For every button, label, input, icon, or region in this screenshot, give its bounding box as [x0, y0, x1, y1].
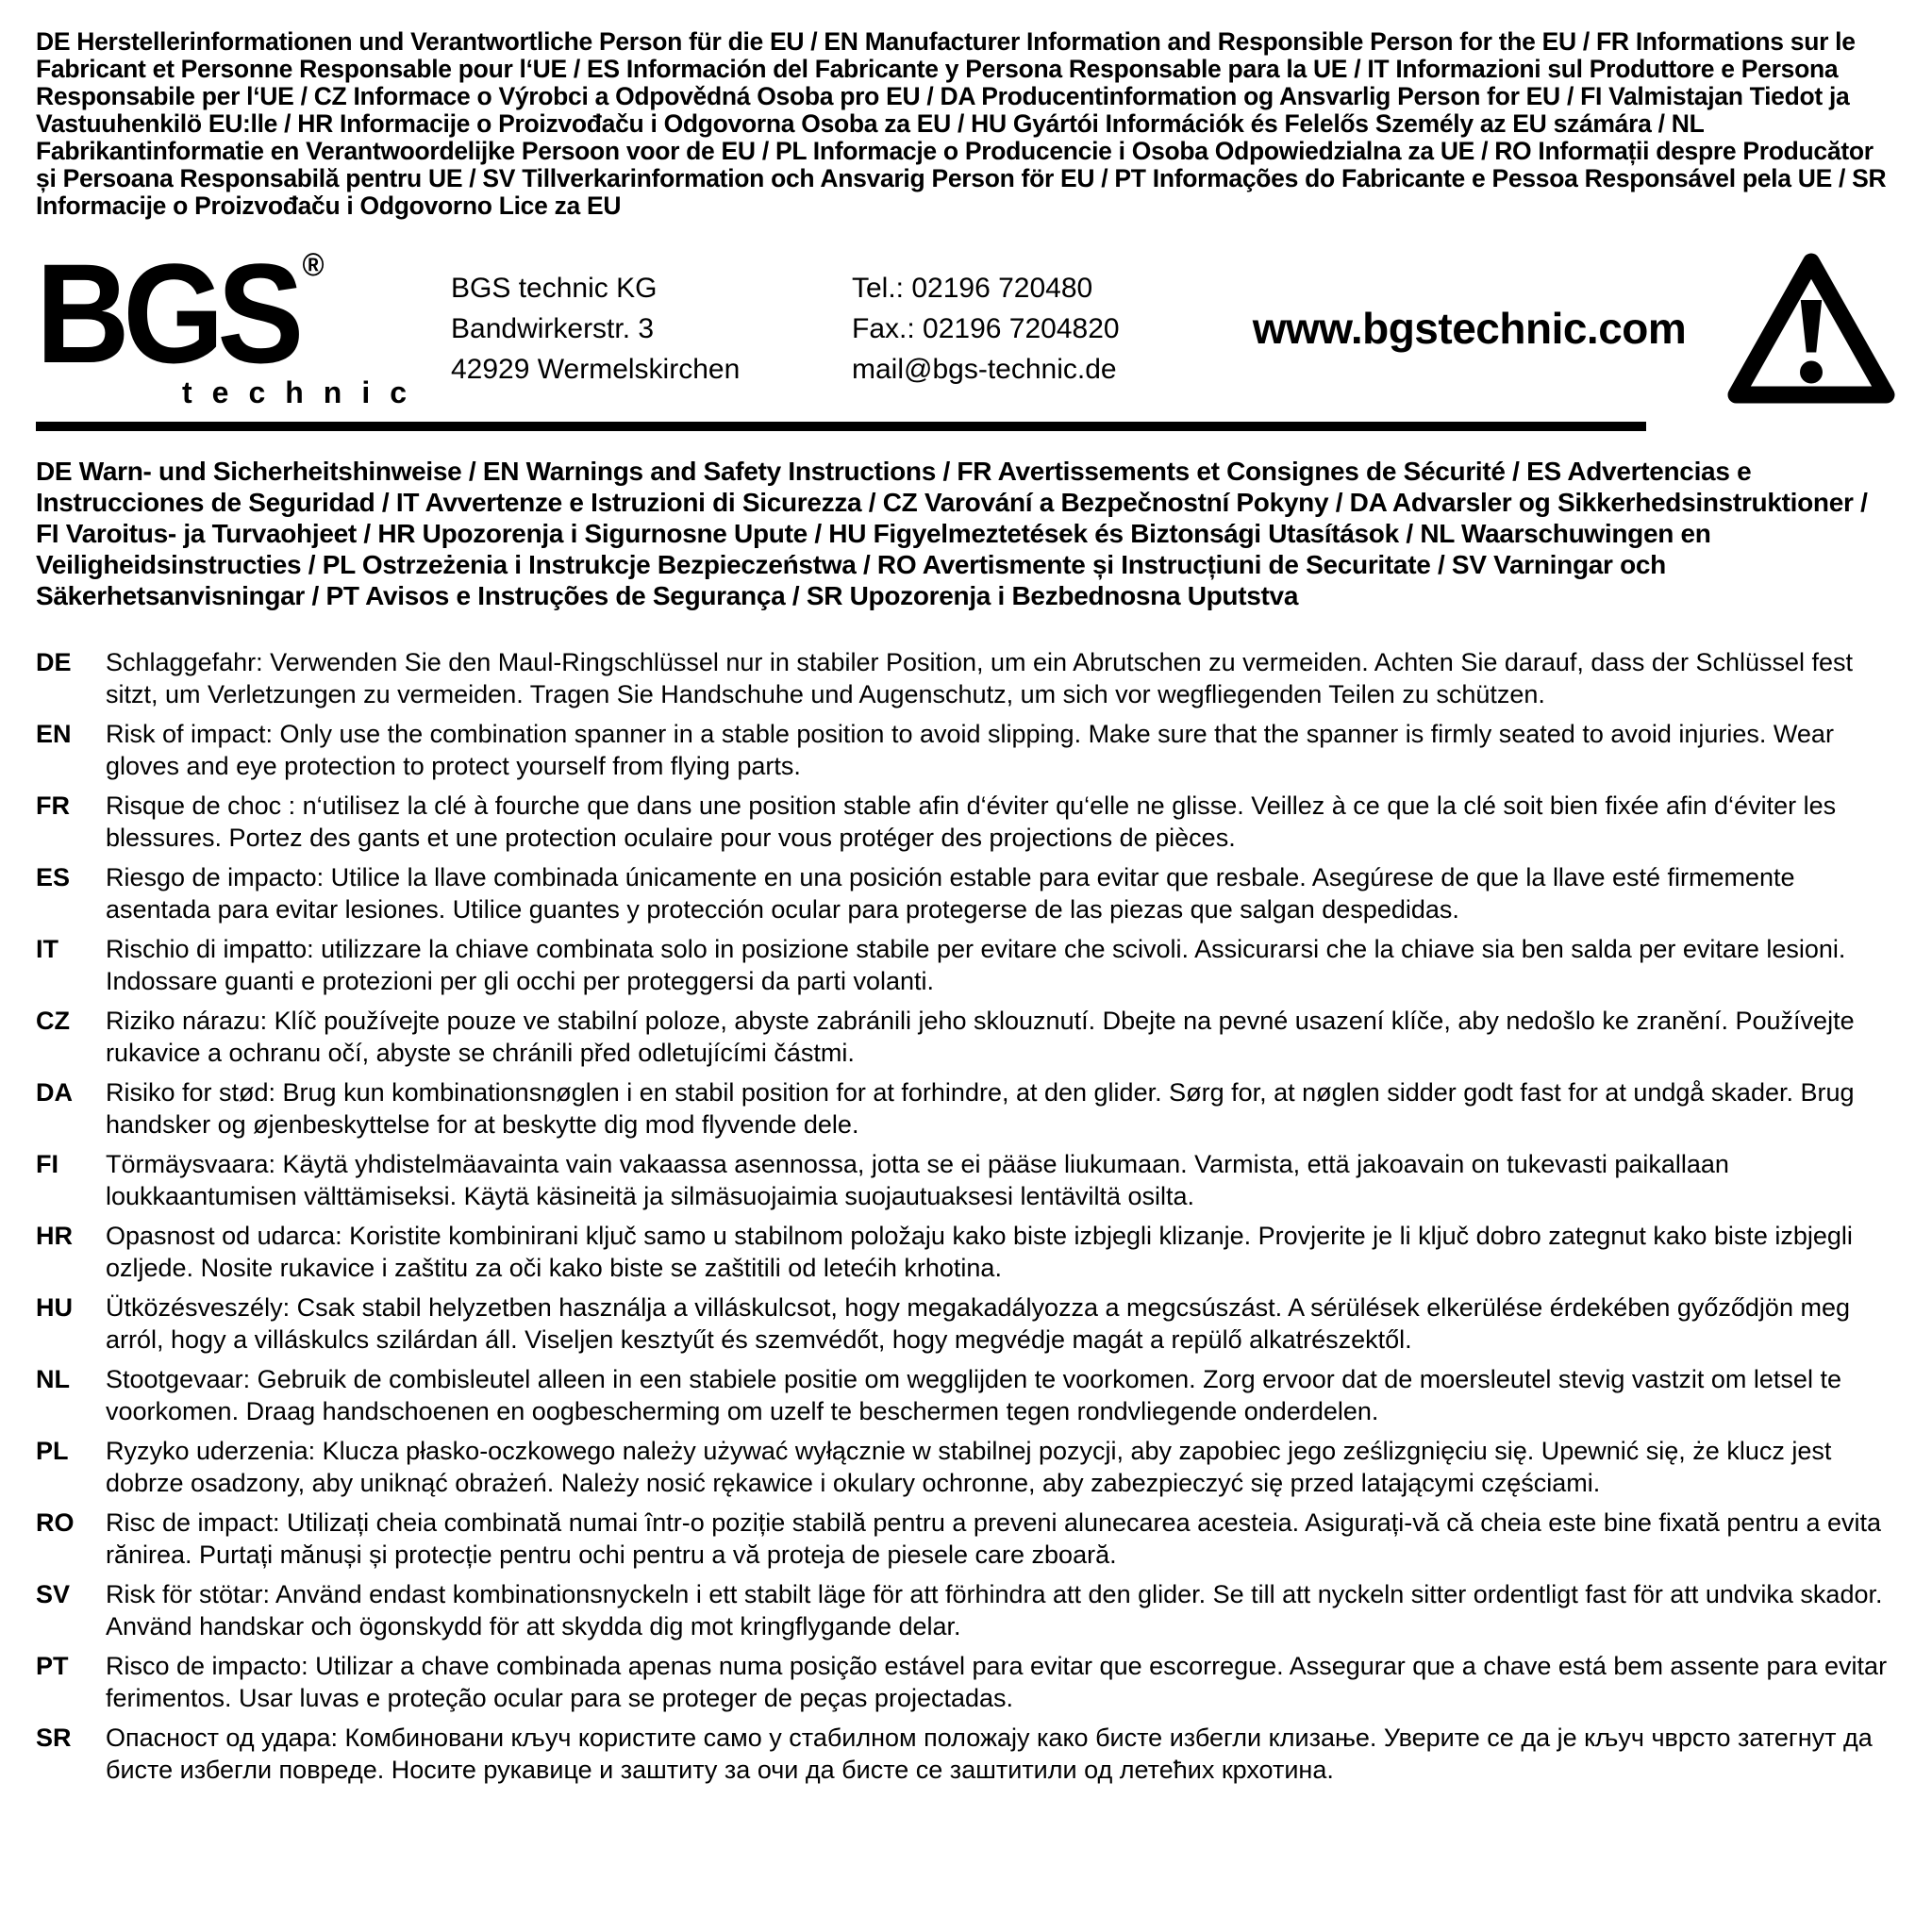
language-code: FR: [36, 791, 70, 820]
safety-text: Risk of impact: Only use the combination spanner in a stable position to avoid slipping. Make sure that the spanner is firmly seated to avoid injuries. Wear gloves and eye protection to protect yourself from flying parts.: [106, 720, 1834, 780]
safety-text: Schlaggefahr: Verwenden Sie den Maul-Ringschlüssel nur in stabiler Position, um ein Abrutschen zu vermeiden. Achten Sie darauf, dass der Schlüssel fest sitzt, um Verletzungen zu vermeiden. Tragen Sie Handschuhe und Augenschutz, um sich vor wegfliegenden Teilen zu schützen.: [106, 648, 1854, 708]
language-code: SR: [36, 1724, 72, 1752]
safety-row-pl: [36, 1436, 1896, 1499]
safety-text: Risco de impacto: Utilizar a chave combinada apenas numa posição estável para evitar que escorregue. Assegurar que a chave está bem assente para evitar ferimentos. Usar luvas e proteção ocular para se proteger de peças projectadas.: [106, 1652, 1888, 1712]
safety-row-fi: [36, 1149, 1896, 1212]
language-code: ES: [36, 863, 71, 891]
safety-text: Ütközésveszély: Csak stabil helyzetben használja a villáskulcsot, hogy megakadályozza a megcsúszást. A sérülések elkerülése érdekében győződjön meg arról, hogy a villáskulcs szilárdan áll. Viseljen kesztyűt és szemvédőt, hogy megvédje magát a repülő alkatrészektől.: [106, 1293, 1850, 1354]
safety-text: Opasnost od udarca: Koristite kombinirani ključ samo u stabilnom položaju kako biste izbjegli klizanje. Provjerite je li ključ dobro zategnut kako biste izbjegli ozljede. Nosite rukavice i zaštitu za oči kako biste se zaštitili od letećih krhotina.: [106, 1222, 1853, 1282]
language-code: DA: [36, 1078, 73, 1107]
language-code: HU: [36, 1293, 73, 1322]
manufacturer-header: DE Herstellerinformationen und Verantwortliche Person für die EU / EN Manufacturer Information and Responsible Person for the EU / FR Informations sur le Fabricant et Personne Responsable pour l‘UE / ES Información del Fabricante y Persona Responsable para la UE / IT Informazioni sul Produttore e Persona Responsabile per l‘UE / CZ Informace o Výrobci a Odpovědná Osoba pro EU / DA Producentinformation og Ansvarlig Person for EU / FI Valmistajan Tiedot ja Vastuuhenkilö EU:lle / HR Informacije o Proizvođaču i Odgovorna Osoba za EU / HU Gyártói Információk és Felelős Személy az EU számára / NL Fabrikantinformatie en Verantwoordelijke Persoon voor de EU / PL Informacje o Producencie i Osoba Odpowiedzialna za UE / RO Informații despre Producător și Persoana Responsabilă pentru UE / SV Tillverkarinformation och Ansvarig Person för EU / PT Informações do Fabricante e Pessoa Responsável pela UE / SR Informacije o Proizvođaču i Odgovorno Lice za EU: [36, 27, 1887, 220]
language-code: PL: [36, 1437, 69, 1465]
language-code: EN: [36, 720, 72, 748]
safety-row-sv: [36, 1579, 1896, 1642]
safety-row-cz: [36, 1006, 1896, 1069]
safety-text: Riesgo de impacto: Utilice la llave combinada únicamente en una posición estable para evitar que resbale. Asegúrese de que la llave esté firmemente asentada para evitar lesiones. Utilice guantes y protección ocular para protegerse de las piezas que salgan despedidas.: [106, 863, 1795, 924]
warning-triangle-icon: [1726, 244, 1896, 412]
company-contact: [852, 268, 1229, 390]
safety-row-ro: [36, 1507, 1896, 1571]
company-name: BGS technic KG: [451, 272, 658, 304]
warnings-header: DE Warn- und Sicherheitshinweise / EN Warnings and Safety Instructions / FR Avertissements et Consignes de Sécurité / ES Advertencias e Instrucciones de Seguridad / IT Avvertenze e Istruzioni di Sicurezza / CZ Varování a Bezpečnostní Pokyny / DA Advarsler og Sikkerhedsinstruktioner / FI Varoitus- ja Turvaohjeet / HR Upozorenja i Sigurnosne Upute / HU Figyelmeztetések és Biztonsági Utasítások / NL Waarschuwingen en Veiligheidsinstructies / PL Ostrzeżenia i Instrukcje Bezpieczeństwa / RO Avertismente și Instrucțiuni de Securitate / SV Varningar och Säkerhetsanvisningar / PT Avisos e Instruções de Segurança / SR Upozorenja i Bezbednosna Uputstva: [36, 457, 1868, 610]
safety-instructions-list: [36, 647, 1896, 1786]
registered-trademark-icon: ®: [302, 247, 325, 284]
language-code: SV: [36, 1580, 71, 1608]
safety-text: Risk för stötar: Använd endast kombinationsnyckeln i ett stabilt läge för att förhindra att den glider. Se till att nyckeln sitter ordentligt fast för att undvika skador. Använd handskar och ögonskydd för att skydda dig mot kringflygande delar.: [106, 1580, 1883, 1641]
company-website: www.bgstechnic.com: [1252, 304, 1687, 353]
bgs-logo: [36, 234, 451, 410]
safety-text: Ryzyko uderzenia: Klucza płasko-oczkowego należy używać wyłącznie w stabilnej pozycji, aby zapobiec jego ześlizgnięciu się. Upewnić się, że klucz jest dobrze osadzony, aby uniknąć obrażeń. Należy nosić rękawice i okulary ochronne, aby zabezpieczyć się przed latającymi częściami.: [106, 1437, 1832, 1497]
language-code: CZ: [36, 1007, 70, 1035]
safety-row-de: [36, 647, 1896, 710]
safety-text: Rischio di impatto: utilizzare la chiave combinata solo in posizione stabile per evitare che scivoli. Assicurarsi che la chiave sia ben salda per evitare lesioni. Indossare guanti e protezioni per gli occhi per proteggersi da parti volanti.: [106, 935, 1846, 995]
safety-row-hu: [36, 1292, 1896, 1356]
safety-text: Stootgevaar: Gebruik de combisleutel alleen in een stabiele positie om wegglijden te voorkomen. Zorg ervoor dat de moersleutel stevig vastzit om letsel te voorkomen. Draag handschoenen en oogbescherming om uzelf te beschermen tegen rondvliegende onderdelen.: [106, 1365, 1841, 1425]
safety-row-da: [36, 1077, 1896, 1141]
company-info-row: [36, 234, 1896, 418]
company-city: 42929 Wermelskirchen: [451, 353, 741, 385]
safety-row-nl: [36, 1364, 1896, 1427]
language-code: FI: [36, 1150, 58, 1178]
safety-text: Risiko for stød: Brug kun kombinationsnøglen i en stabil position for at forhindre, at den glider. Sørg for, at nøglen sidder godt fast for at undgå skader. Brug handsker og øjenbeskyttelse for at beskytte dig mod flyvende dele.: [106, 1078, 1855, 1139]
language-code: HR: [36, 1222, 73, 1250]
bgs-logo-technic: technic: [182, 375, 427, 409]
company-address: [451, 268, 852, 390]
language-code: IT: [36, 935, 58, 963]
bgs-logo-wordmark: BGS ®: [36, 234, 325, 393]
language-code: RO: [36, 1508, 75, 1537]
safety-row-sr: [36, 1723, 1896, 1786]
language-code: DE: [36, 648, 72, 676]
safety-row-pt: [36, 1651, 1896, 1714]
company-fax: Fax.: 02196 7204820: [852, 312, 1120, 344]
safety-text: Risc de impact: Utilizați cheia combinată numai într-o poziție stabilă pentru a preveni alunecarea acesteia. Asigurați-vă că cheia este bine fixată pentru a evita rănirea. Purtați mănuși și protecție pentru ochi pentru a vă proteja de piesele care zboară.: [106, 1508, 1882, 1569]
divider-line: [36, 422, 1646, 431]
safety-row-hr: [36, 1221, 1896, 1284]
company-tel: Tel.: 02196 720480: [852, 272, 1093, 304]
company-street: Bandwirkerstr. 3: [451, 312, 655, 344]
safety-text: Riziko nárazu: Klíč používejte pouze ve stabilní poloze, abyste zabránili jeho sklouznutí. Dbejte na pevné usazení klíče, aby nedošlo ke zranění. Používejte rukavice a ochranu očí, abyste se chránili před odletujícími částmi.: [106, 1007, 1855, 1067]
safety-text: Опасност од удара: Комбиновани кључ користите само у стабилном положају како бисте избегли клизање. Уверите се да је кључ чврсто затегнут да бисте избегли повреде. Носите рукавице и заштиту за очи да бисте се заштитили од летећих крхотина.: [106, 1724, 1873, 1784]
safety-row-en: [36, 719, 1896, 782]
safety-text: Törmäysvaara: Käytä yhdistelmäavainta vain vakaassa asennossa, jotta se ei pääse liukumaan. Varmista, että jakoavain on tukevasti paikallaan loukkaantumisen välttämiseksi. Käytä käsineitä ja silmäsuojaimia suojautuaksesi lentäviltä osilta.: [106, 1150, 1729, 1210]
language-code: NL: [36, 1365, 70, 1393]
language-code: PT: [36, 1652, 69, 1680]
company-email: mail@bgs-technic.de: [852, 353, 1117, 385]
document-page: [36, 28, 1896, 1786]
safety-text: Risque de choc : n‘utilisez la clé à fourche que dans une position stable afin d‘éviter qu‘elle ne glisse. Veillez à ce que la clé soit bien fixée afin d‘éviter les blessures. Portez des gants et une protection oculaire pour vous protéger des projections de pièces.: [106, 791, 1837, 852]
safety-row-it: [36, 934, 1896, 997]
safety-row-es: [36, 862, 1896, 925]
safety-row-fr: [36, 791, 1896, 854]
